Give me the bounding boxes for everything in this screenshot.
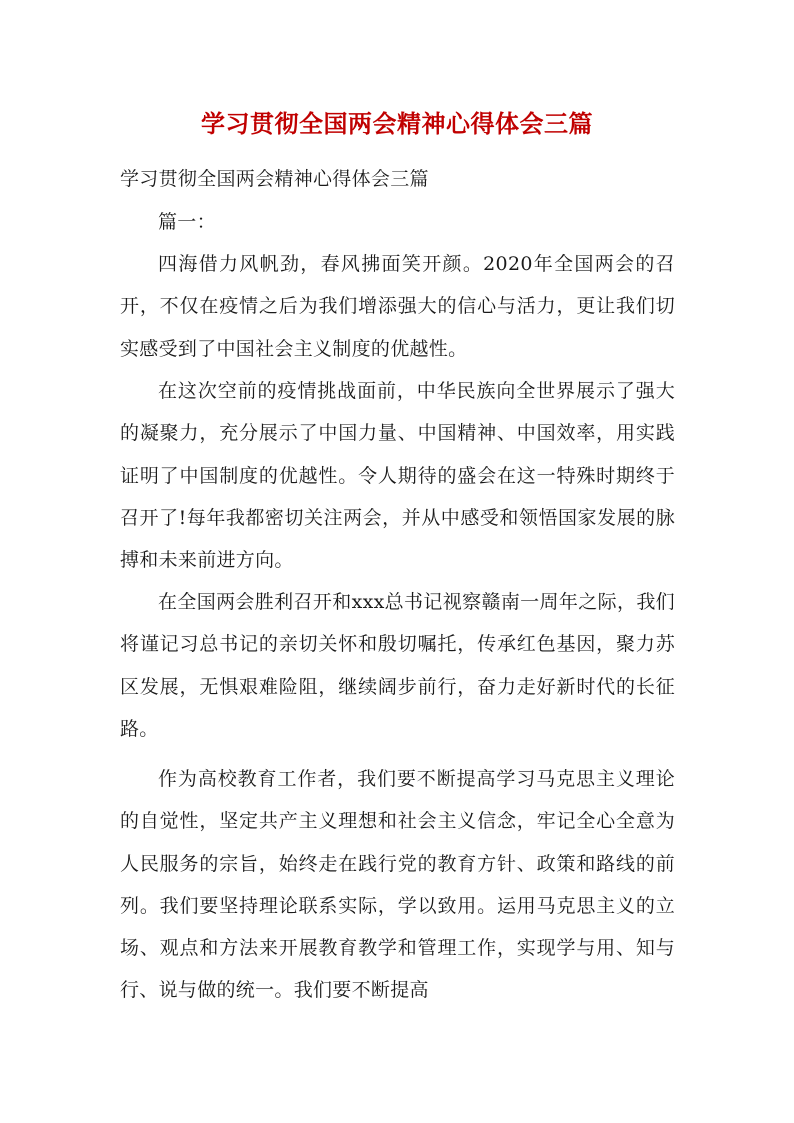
paragraph-4: 作为高校教育工作者，我们要不断提高学习马克思主义理论的自觉性，坚定共产主义理想和社会主义信念，牢记全心全意为人民服务的宗旨，始终走在践行党的教育方针、政策和路线的前列。我们要坚持理论联系实际，学以致用。运用马克思主义的立场、观点和方法来开展教育教学和管理工作，实现学与用、知与行、说与做的统一。我们要不断提高 [120, 768, 675, 1002]
section-label: 篇一： [158, 211, 216, 233]
paragraph-3: 在全国两会胜利召开和xxx总书记视察赣南一周年之际，我们将谨记习总书记的亲切关怀和殷切嘱托，传承红色基因，聚力苏区发展，无惧艰难险阻，继续阔步前行，奋力走好新时代的长征路。 [120, 591, 675, 740]
document-subtitle: 学习贯彻全国两会精神心得体会三篇 [120, 168, 429, 190]
document-title: 学习贯彻全国两会精神心得体会三篇 [201, 109, 593, 138]
paragraph-1: 四海借力风帆劲，春风拂面笑开颜。2020年全国两会的召开，不仅在疫情之后为我们增添强大的信心与活力，更让我们切实感受到了中国社会主义制度的优越性。 [120, 253, 675, 360]
paragraph-2: 在这次空前的疫情挑战面前，中华民族向全世界展示了强大的凝聚力，充分展示了中国力量、中国精神、中国效率，用实践证明了中国制度的优越性。令人期待的盛会在这一特殊时期终于召开了!每年我都密切关注两会，并从中感受和领悟国家发展的脉搏和未来前进方向。 [120, 380, 675, 572]
